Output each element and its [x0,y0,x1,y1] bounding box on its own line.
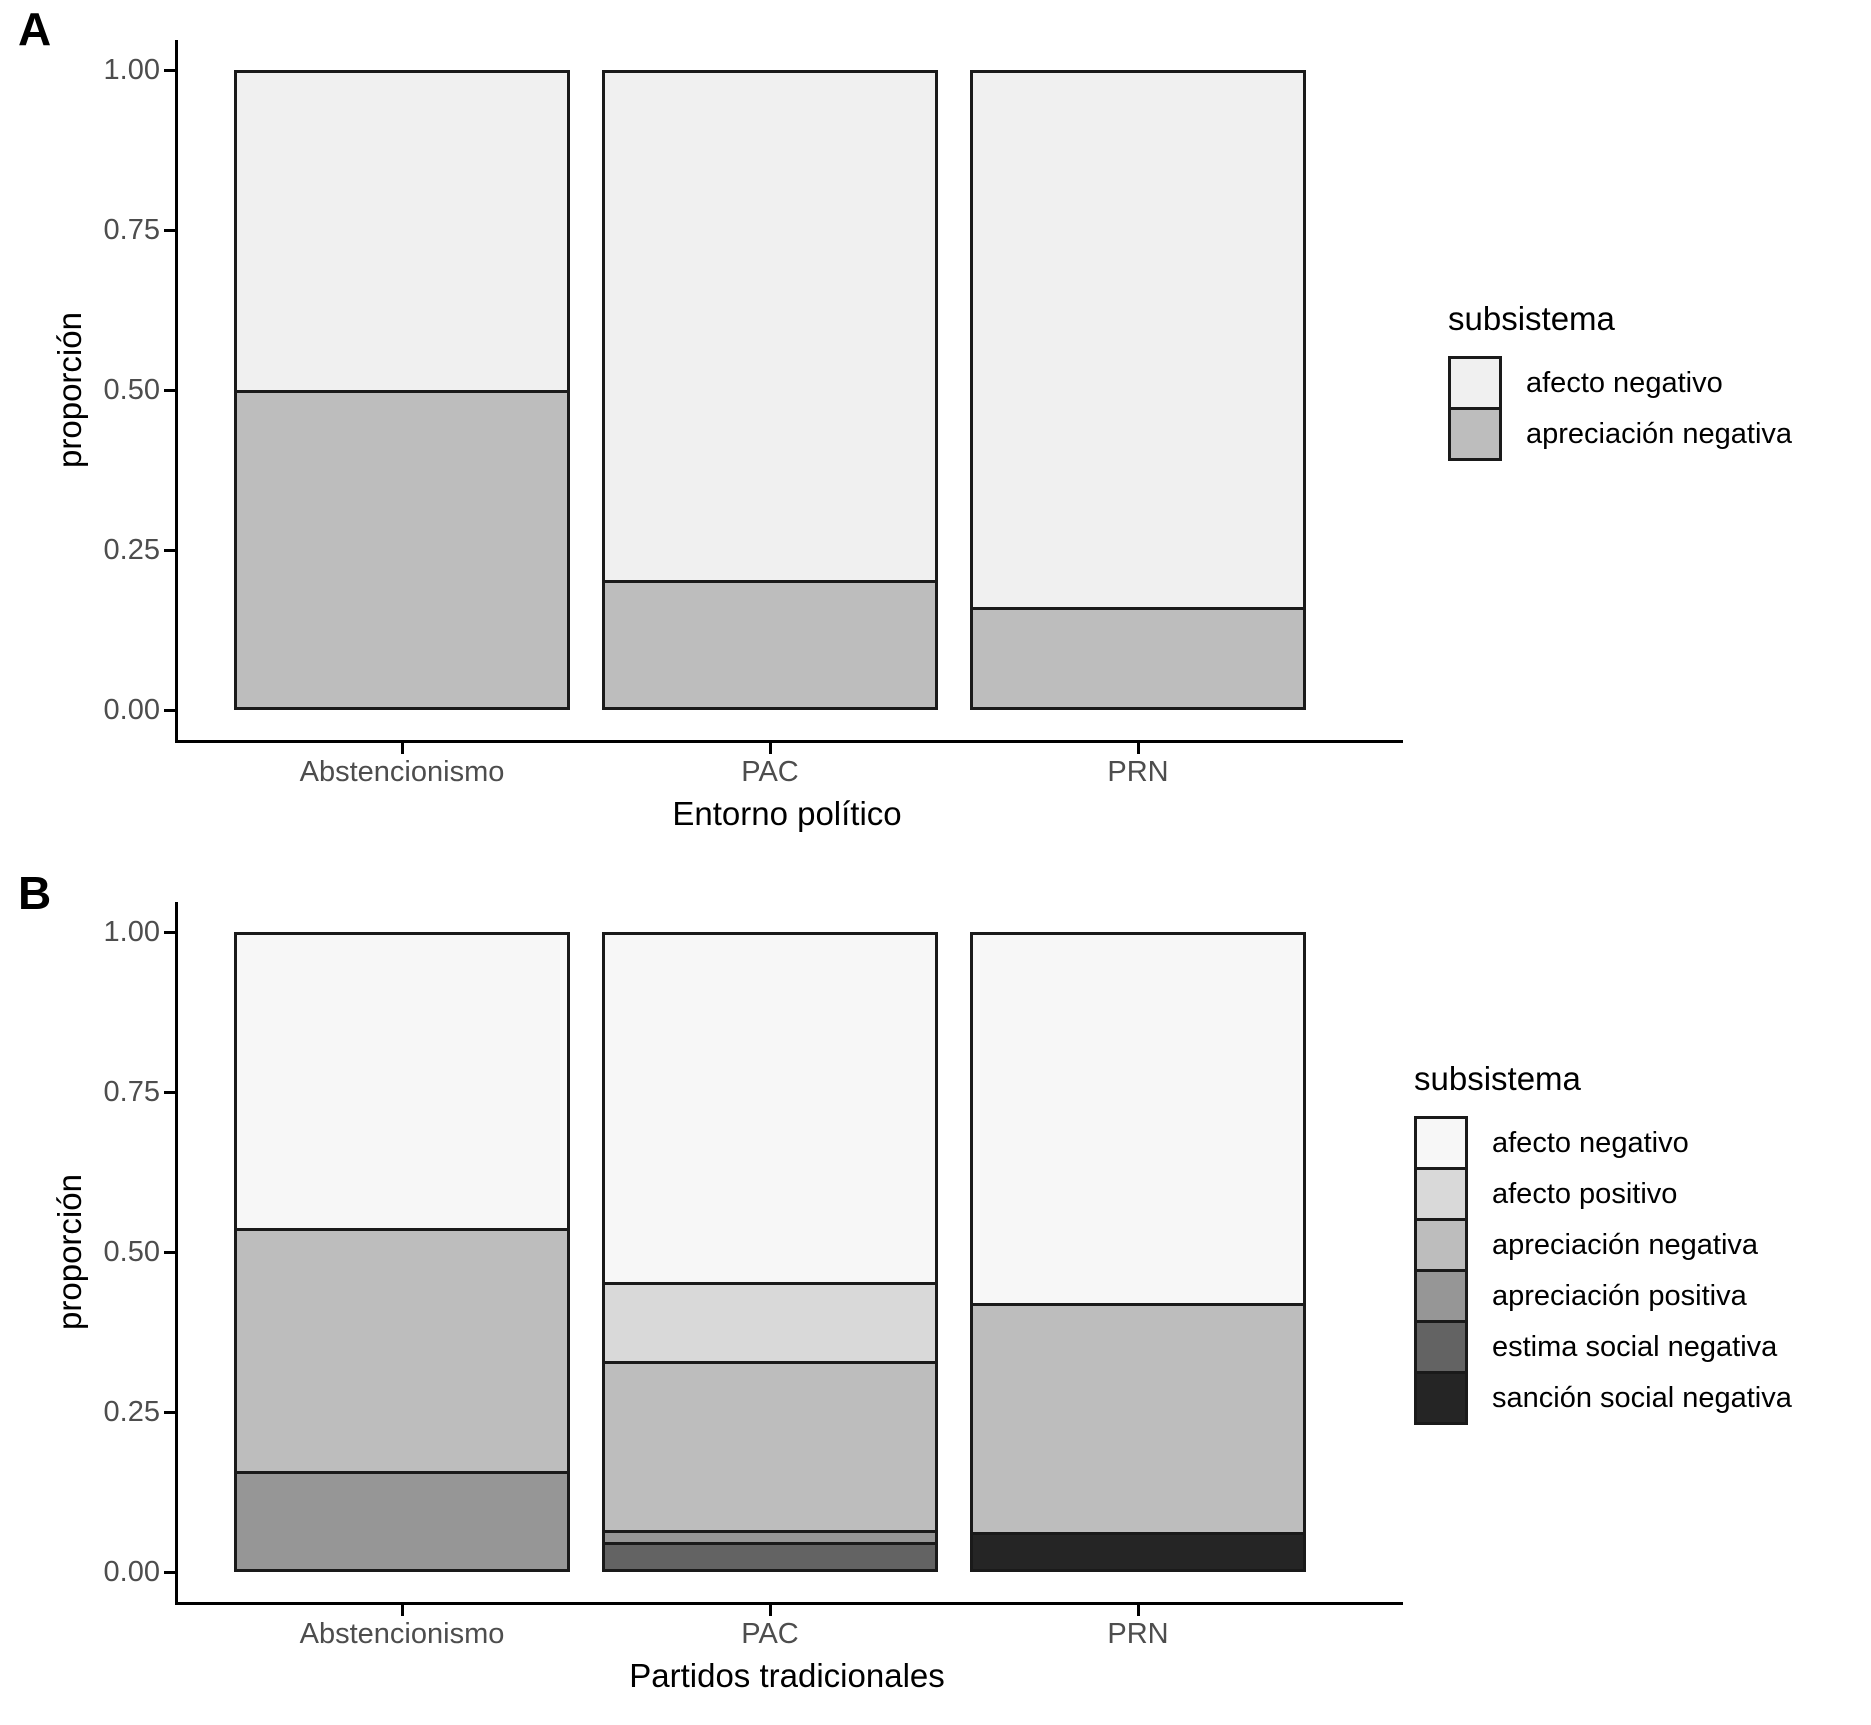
legend-item [1414,1371,1792,1425]
bar-segment [973,1532,1303,1569]
y-tick-mark [164,1251,175,1254]
legend-item [1414,1320,1792,1374]
bar-prn [970,70,1306,710]
bar-prn [970,932,1306,1572]
x-tick-mark [1137,743,1140,754]
bar-segment [237,1471,567,1569]
legend-item [1414,1116,1792,1170]
legend-label: apreciación negativa [1526,417,1793,450]
legend-key [1414,1269,1468,1323]
x-tick-label: PAC [741,1618,799,1650]
x-tick-mark [769,1605,772,1616]
legend-title-a: subsistema [1448,300,1615,337]
y-tick-label: 0.00 [103,1556,160,1588]
legend-b [1414,1060,1792,1425]
legend-key [1414,1116,1468,1170]
x-tick-label: PAC [741,756,799,788]
bar-segment [237,1228,567,1471]
legend-label: apreciación negativa [1492,1228,1759,1261]
legend-items-b [1414,1116,1792,1425]
y-tick-label: 0.50 [103,374,160,406]
legend-item [1448,407,1792,461]
bar-segment [605,1361,935,1530]
legend-label: afecto positivo [1492,1177,1678,1210]
legend-label: sanción social negativa [1492,1381,1792,1414]
bar-segment [973,607,1303,707]
x-tick-mark [769,743,772,754]
y-tick-label: 1.00 [103,54,160,86]
panel-tag-b: B [18,867,52,919]
y-tick-mark [164,549,175,552]
legend-label: apreciación positiva [1492,1279,1747,1312]
x-tick-label: PRN [1107,756,1169,788]
legend-label: afecto negativo [1492,1126,1689,1159]
x-tick-label: PRN [1107,1618,1169,1650]
y-tick-mark [164,389,175,392]
y-tick-mark [164,709,175,712]
x-axis-title-a: Entorno político [672,795,902,832]
y-tick-label: 0.75 [103,214,160,246]
bar-segment [605,73,935,580]
y-tick-label: 0.00 [103,694,160,726]
legend-item [1414,1269,1792,1323]
legend-label: estima social negativa [1492,1330,1778,1363]
bar-segment [237,935,567,1228]
x-tick-mark [1137,1605,1140,1616]
x-tick-mark [401,743,404,754]
y-tick-mark [164,1571,175,1574]
x-axis-title-b: Partidos tradicionales [629,1657,945,1694]
y-axis-title-b: proporción [51,1174,88,1330]
y-axis-title-a: proporción [51,312,88,468]
x-tick-label: Abstencionismo [299,1618,505,1650]
y-tick-label: 0.25 [103,534,160,566]
y-tick-mark [164,69,175,72]
legend-key [1448,356,1502,410]
legend-key [1414,1167,1468,1221]
bar-abstencionismo [234,70,570,710]
legend-key [1414,1320,1468,1374]
bar-segment [605,1530,935,1543]
legend-a [1448,300,1792,461]
legend-title-b: subsistema [1414,1060,1581,1097]
bar-segment [973,73,1303,607]
plot-area-b [103,902,1403,1650]
bar-segment [237,390,567,707]
panel-tag-a: A [18,3,52,55]
bar-pac [602,932,938,1572]
x-tick-label: Abstencionismo [299,756,505,788]
bar-segment [237,73,567,390]
legend-key [1414,1218,1468,1272]
bar-segment [605,580,935,707]
y-tick-label: 0.75 [103,1076,160,1108]
bar-segment [973,1303,1303,1533]
legend-key [1414,1371,1468,1425]
y-tick-mark [164,1091,175,1094]
y-tick-mark [164,931,175,934]
x-tick-mark [401,1605,404,1616]
bar-abstencionismo [234,932,570,1572]
legend-items-a [1448,356,1792,461]
legend-key [1448,407,1502,461]
y-tick-label: 0.25 [103,1396,160,1428]
y-tick-mark [164,229,175,232]
bar-segment [973,935,1303,1303]
bar-segment [605,1542,935,1569]
plot-area-a [103,40,1403,788]
y-tick-label: 1.00 [103,916,160,948]
bar-segment [605,935,935,1282]
bar-segment [605,1282,935,1361]
y-tick-mark [164,1411,175,1414]
bar-pac [602,70,938,710]
legend-item [1448,356,1792,410]
legend-item [1414,1218,1792,1272]
legend-item [1414,1167,1792,1221]
y-tick-label: 0.50 [103,1236,160,1268]
legend-label: afecto negativo [1526,366,1723,399]
